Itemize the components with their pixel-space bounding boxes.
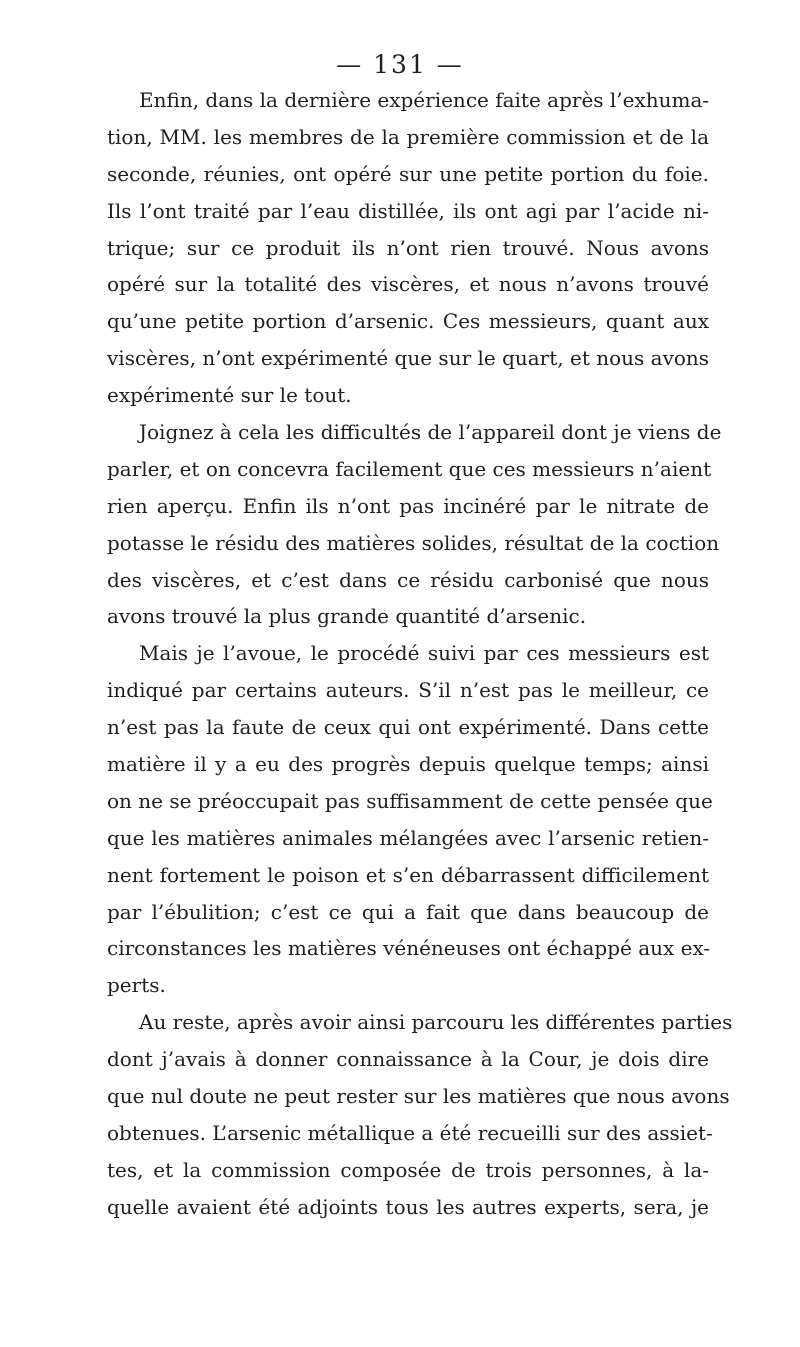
text-line: Au reste, après avoir ainsi parcouru les différentes parties [139,1010,733,1035]
text-line: potasse le résidu des matières solides, résultat de la coction [107,530,720,555]
text-line: seconde, réunies, ont opéré sur une petite portion du foie. [107,161,709,186]
text-line: nent fortement le poison et s’en débarrassent difficilement [107,862,709,887]
page-number: — 131 — [336,50,464,79]
text-line: obtenues. L’arsenic métallique a été recueilli sur des assiet- [107,1120,713,1145]
text-line: qu’une petite portion d’arsenic. Ces messieurs, quant aux [107,309,709,334]
text-line: perts. [107,973,166,998]
text-line: par l’ébulition; c’est ce qui a fait que dans beaucoup de [107,899,709,924]
text-line: circonstances les matières vénéneuses ont échappé aux ex- [107,936,711,961]
text-line: tion, MM. les membres de la première commission et de la [107,124,709,149]
text-line: Joignez à cela les difficultés de l’appareil dont je viens de [139,420,722,445]
text-line: que les matières animales mélangées avec l’arsenic retien- [107,825,709,850]
text-line: des viscères, et c’est dans ce résidu carbonisé que nous [107,567,709,592]
text-line: expérimenté sur le tout. [107,383,352,408]
text-line: viscères, n’ont expérimenté que sur le quart, et nous avons [107,346,710,371]
text-line: rien aperçu. Enfin ils n’ont pas incinéré par le nitrate de [107,493,709,518]
body-text [107,82,733,1226]
text-line: avons trouvé la plus grande quantité d’arsenic. [107,604,587,629]
text-line: que nul doute ne peut rester sur les matières que nous avons [107,1084,730,1109]
text-line: Mais je l’avoue, le procédé suivi par ces messieurs est [139,641,709,666]
text-line: parler, et on concevra facilement que ces messieurs n’aient [107,456,712,481]
text-line: tes, et la commission composée de trois personnes, à la- [107,1157,709,1182]
text-line: Enfin, dans la dernière expérience faite après l’exhuma- [139,88,710,112]
text-line: Ils l’ont traité par l’eau distillée, ils ont agi par l’acide ni- [107,198,709,223]
text-line: matière il y a eu des progrès depuis quelque temps; ainsi [107,752,709,777]
text-line: trique; sur ce produit ils n’ont rien trouvé. Nous avons [107,235,709,260]
text-line: dont j’avais à donner connaissance à la Cour, je dois dire [107,1047,709,1072]
text-line: on ne se préoccupait pas suffisamment de cette pensée que [107,788,713,813]
text-line: opéré sur la totalité des viscères, et nous n’avons trouvé [107,272,709,297]
text-line: quelle avaient été adjoints tous les autres experts, sera, je [107,1194,709,1219]
text-line: n’est pas la faute de ceux qui ont expérimenté. Dans cette [107,715,709,740]
text-line: indiqué par certains auteurs. S’il n’est pas le meilleur, ce [107,678,709,703]
